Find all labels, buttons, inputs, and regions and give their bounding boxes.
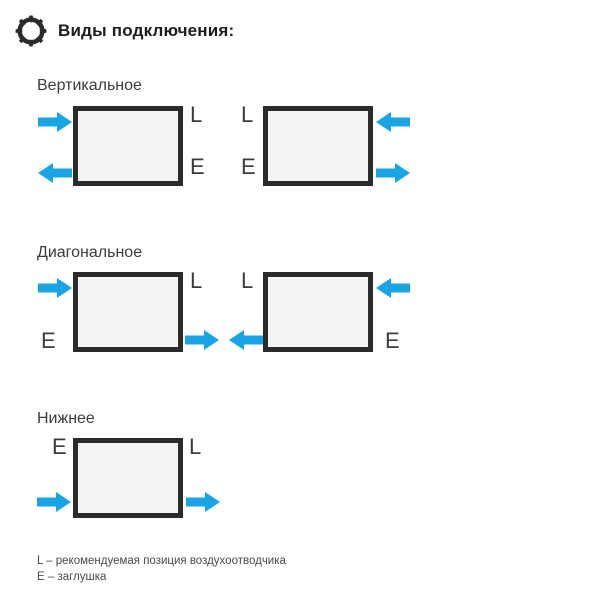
radiator-vertical-left xyxy=(73,106,183,186)
radiator-diagonal-right xyxy=(263,272,373,352)
flow-out-arrow-left-icon xyxy=(229,330,263,350)
plug-mark: E xyxy=(41,328,56,353)
gear-icon xyxy=(15,15,47,47)
vent-mark: L xyxy=(241,268,254,293)
legend-vent: L – рекомендуемая позиция воздухоотводчика xyxy=(37,555,286,567)
flow-in-arrow-right-icon xyxy=(38,278,72,298)
section-label-bottom: Нижнее xyxy=(37,410,95,427)
vent-mark: L xyxy=(190,102,203,127)
flow-in-arrow-left-icon xyxy=(376,112,410,132)
flow-out-arrow-right-icon xyxy=(186,492,220,512)
plug-mark: E xyxy=(190,154,205,179)
radiator-vertical-right xyxy=(263,106,373,186)
plug-mark: E xyxy=(385,328,400,353)
flow-in-arrow-left-icon xyxy=(376,278,410,298)
flow-out-arrow-right-icon xyxy=(185,330,219,350)
flow-in-arrow-right-icon xyxy=(37,492,71,512)
vent-mark: L xyxy=(241,102,254,127)
plug-mark: E xyxy=(241,154,256,179)
flow-out-arrow-right-icon xyxy=(376,163,410,183)
flow-in-arrow-right-icon xyxy=(38,112,72,132)
plug-mark: E xyxy=(52,434,67,459)
flow-out-arrow-left-icon xyxy=(38,163,72,183)
radiator-diagonal-left xyxy=(73,272,183,352)
vent-mark: L xyxy=(189,434,202,459)
section-label-vertical: Вертикальное xyxy=(37,77,142,94)
legend-plug: E – заглушка xyxy=(37,571,107,583)
section-label-diagonal: Диагональное xyxy=(37,244,143,261)
radiator-bottom xyxy=(73,438,183,518)
vent-mark: L xyxy=(190,268,203,293)
page-title: Виды подключения: xyxy=(58,21,235,40)
